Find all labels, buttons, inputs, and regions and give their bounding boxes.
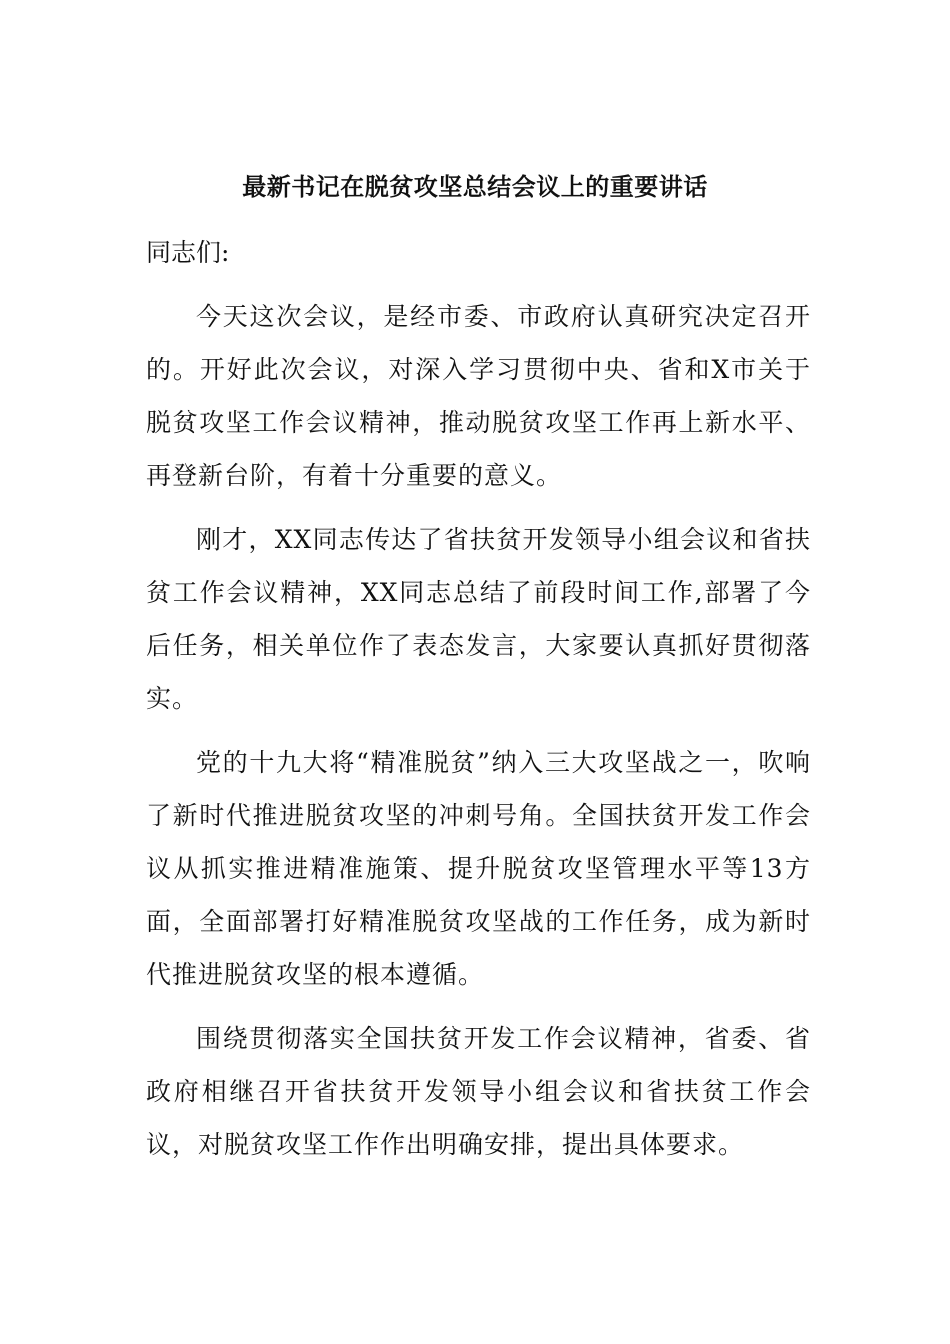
salutation: 同志们:	[146, 238, 230, 267]
document-title: 最新书记在脱贫攻坚总结会议上的重要讲话	[242, 172, 708, 201]
paragraph-1: 今天这次会议，是经市委、市政府认真研究决定召开的。开好此次会议，对深入学习贯彻中央、省和X市关于脱贫攻坚工作会议精神，推动脱贫攻坚工作再上新水平、再登新台阶，有着十分重要的意义。	[146, 302, 811, 490]
paragraph-3: 党的十九大将“精准脱贫”纳入三大攻坚战之一，吹响了新时代推进脱贫攻坚的冲刺号角。全国扶贫开发工作会议从抓实推进精准施策、提升脱贫攻坚管理水平等13方面，全面部署打好精准脱贫攻坚战的工作任务，成为新时代推进脱贫攻坚的根本遵循。	[146, 748, 811, 989]
paragraph-2: 刚才，XX同志传达了省扶贫开发领导小组会议和省扶贫工作会议精神，XX同志总结了前段时间工作,部署了今后任务，相关单位作了表态发言，大家要认真抓好贯彻落实。	[146, 525, 811, 713]
document-body	[146, 226, 811, 1182]
paragraph-4: 围绕贯彻落实全国扶贫开发工作会议精神，省委、省政府相继召开省扶贫开发领导小组会议和省扶贫工作会议，对脱贫攻坚工作作出明确安排，提出具体要求。	[146, 1024, 811, 1159]
